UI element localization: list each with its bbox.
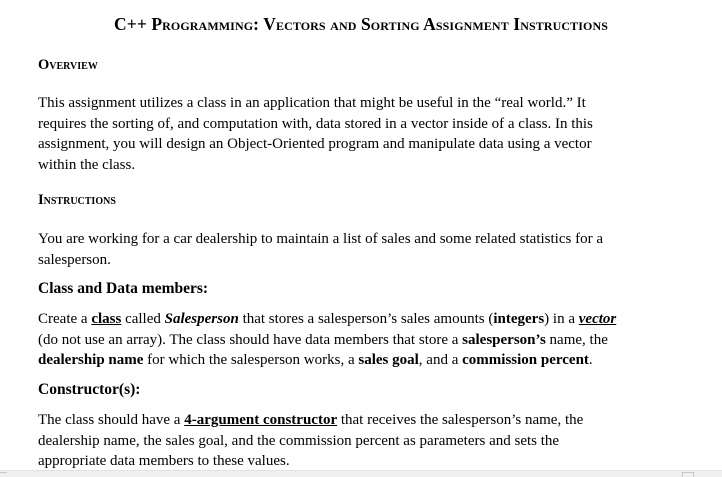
text-run: called <box>121 311 165 327</box>
class-line-2 <box>38 330 678 351</box>
overview-heading: Overview <box>38 57 98 73</box>
overview-line: requires the sorting of, and computation with, data stored in a vector inside of a class. In this <box>38 115 593 132</box>
constructor-heading: Constructor(s): <box>38 381 141 398</box>
instructions-heading: Instructions <box>38 192 116 208</box>
document-title: C++ Programming: Vectors and Sorting Assignment Instructions <box>114 14 608 34</box>
sales-goal-term: sales goal <box>358 352 419 368</box>
left-page-marker <box>0 472 7 477</box>
overview-line: assignment, you will design an Object-Oriented program and manipulate data using a vector <box>38 136 592 152</box>
integers-keyword: integers <box>493 311 545 327</box>
instructions-paragraph <box>38 229 678 270</box>
class-paragraph <box>38 309 678 371</box>
dealership-name-term: dealership name <box>38 352 144 368</box>
text-run: name, the <box>545 331 608 348</box>
commission-percent-term: commission percent <box>462 352 589 368</box>
class-data-members-heading: Class and Data members: <box>38 280 209 297</box>
class-name: Salesperson <box>164 311 239 327</box>
overview-paragraph <box>38 93 678 175</box>
text-run: ) in a <box>544 311 579 327</box>
overview-line: within the class. <box>38 156 136 173</box>
text-run: Create a <box>38 311 92 327</box>
text-run: The class should have a <box>38 412 185 428</box>
constructor-line-2: dealership name, the sales goal, and the commission percent as parameters and sets the <box>38 432 560 449</box>
overview-line: This assignment utilizes a class in an application that might be useful in the “real world.” It <box>38 95 586 111</box>
four-argument-constructor-term: 4-argument constructor <box>184 412 338 428</box>
instructions-line: You are working for a car dealership to maintain a list of sales and some related statistics for a <box>38 231 603 247</box>
text-run: that stores a salesperson’s sales amounts ( <box>238 311 494 327</box>
page-bottom-edge <box>0 470 722 477</box>
right-page-marker <box>682 472 694 477</box>
constructor-line-1 <box>38 410 678 431</box>
class-line-1 <box>38 309 678 330</box>
vector-keyword: vector <box>578 311 617 327</box>
text-run: (do not use an array). The class should have data members that store a <box>38 331 463 348</box>
text-run: for which the salesperson works, a <box>143 352 359 368</box>
constructor-line-3: appropriate data members to these values. <box>38 453 290 469</box>
constructor-paragraph <box>38 410 678 472</box>
class-line-3 <box>38 350 678 371</box>
text-run: . <box>588 352 593 368</box>
instructions-line: salesperson. <box>38 251 111 268</box>
class-keyword: class <box>91 311 122 327</box>
salesperson-name-term: salesperson’s <box>462 331 546 348</box>
text-run: that receives the salesperson’s name, the <box>337 412 584 428</box>
text-run: , and a <box>418 352 463 368</box>
